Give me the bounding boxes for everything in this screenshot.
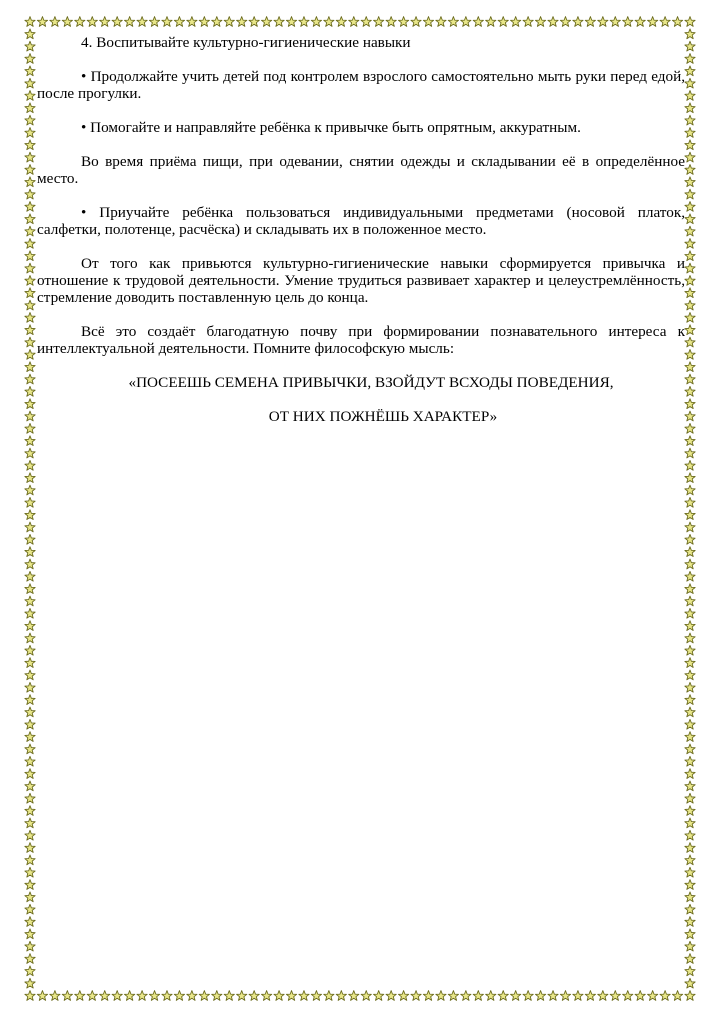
star-icon — [37, 991, 47, 1001]
star-icon — [25, 436, 35, 446]
star-icon — [436, 17, 446, 27]
star-icon — [25, 880, 35, 890]
star-icon — [685, 732, 695, 742]
star-icon — [685, 658, 695, 668]
star-icon — [685, 115, 695, 125]
star-icon — [685, 103, 695, 113]
star-icon — [162, 17, 172, 27]
star-icon — [685, 399, 695, 409]
star-icon — [349, 991, 359, 1001]
star-icon — [685, 386, 695, 396]
star-icon — [685, 473, 695, 483]
star-icon — [685, 559, 695, 569]
star-icon — [100, 17, 110, 27]
star-icon — [25, 682, 35, 692]
paragraph-cognitive-interest: Всё это создаёт благодатную почву при формировании познавательного интереса к интеллектуальной деятельности. Помните философскую мысль: — [37, 323, 685, 357]
star-icon — [199, 17, 209, 27]
star-icon — [585, 991, 595, 1001]
star-icon — [25, 522, 35, 532]
star-icon — [623, 991, 633, 1001]
star-icon — [685, 917, 695, 927]
star-icon — [461, 991, 471, 1001]
star-icon — [685, 645, 695, 655]
star-icon — [598, 991, 608, 1001]
star-icon — [585, 17, 595, 27]
star-icon — [685, 867, 695, 877]
star-icon — [685, 547, 695, 557]
star-icon — [25, 263, 35, 273]
star-icon — [149, 991, 159, 1001]
star-icon — [25, 177, 35, 187]
star-icon — [25, 313, 35, 323]
star-icon — [685, 929, 695, 939]
star-icon — [374, 17, 384, 27]
star-icon — [237, 991, 247, 1001]
star-icon — [25, 510, 35, 520]
star-icon — [685, 78, 695, 88]
star-icon — [685, 855, 695, 865]
star-icon — [685, 263, 695, 273]
star-icon — [25, 165, 35, 175]
star-icon — [25, 485, 35, 495]
star-icon — [685, 633, 695, 643]
star-icon — [685, 880, 695, 890]
star-icon — [237, 17, 247, 27]
star-icon — [311, 991, 321, 1001]
star-icon — [361, 17, 371, 27]
star-icon — [75, 991, 85, 1001]
star-icon — [398, 991, 408, 1001]
paragraph-work-habits: От того как привьются культурно-гигиенические навыки сформируется привычка и отношение к трудовой деятельности. Умение трудиться развивает характер и целеустремлённость, стремление доводить поставленную цель до конца. — [37, 255, 685, 306]
star-icon — [685, 485, 695, 495]
star-icon — [25, 830, 35, 840]
star-icon — [137, 991, 147, 1001]
star-icon — [87, 991, 97, 1001]
star-icon — [685, 29, 695, 39]
star-icon — [535, 991, 545, 1001]
star-icon — [685, 288, 695, 298]
star-icon — [685, 128, 695, 138]
star-icon — [685, 584, 695, 594]
star-icon — [685, 177, 695, 187]
star-icon — [25, 954, 35, 964]
star-icon — [25, 251, 35, 261]
star-icon — [685, 497, 695, 507]
star-icon — [336, 17, 346, 27]
star-icon — [473, 17, 483, 27]
star-icon — [199, 991, 209, 1001]
star-icon — [25, 806, 35, 816]
star-icon — [685, 670, 695, 680]
star-icon — [685, 522, 695, 532]
star-icon — [25, 978, 35, 988]
star-icon — [324, 17, 334, 27]
star-icon — [685, 460, 695, 470]
star-icon — [25, 423, 35, 433]
star-icon — [261, 17, 271, 27]
star-icon — [249, 991, 259, 1001]
star-icon — [25, 288, 35, 298]
star-icon — [25, 892, 35, 902]
star-icon — [685, 510, 695, 520]
paragraph-personal-items: • Приучайте ребёнка пользоваться индивидуальными предметами (носовой платок, салфетки, полотенце, расчёска) и складывать их в положенное место. — [37, 204, 685, 238]
star-icon — [461, 17, 471, 27]
star-icon — [523, 991, 533, 1001]
star-icon — [448, 991, 458, 1001]
star-icon — [25, 41, 35, 51]
star-icon — [685, 707, 695, 717]
star-icon — [87, 17, 97, 27]
star-icon — [25, 362, 35, 372]
star-icon — [25, 152, 35, 162]
star-icon — [685, 325, 695, 335]
star-icon — [299, 17, 309, 27]
star-icon — [274, 17, 284, 27]
star-icon — [25, 386, 35, 396]
star-icon — [25, 17, 35, 27]
star-icon — [299, 991, 309, 1001]
star-icon — [473, 991, 483, 1001]
star-icon — [25, 941, 35, 951]
star-icon — [685, 682, 695, 692]
star-icon — [685, 436, 695, 446]
star-icon — [25, 571, 35, 581]
star-icon — [685, 621, 695, 631]
star-icon — [685, 17, 695, 27]
star-icon — [685, 251, 695, 261]
section-heading: 4. Воспитывайте культурно-гигиенические навыки — [81, 34, 411, 51]
star-icon — [685, 214, 695, 224]
star-icon — [100, 991, 110, 1001]
star-icon — [685, 596, 695, 606]
star-icon — [212, 991, 222, 1001]
star-icon — [685, 300, 695, 310]
star-icon — [672, 17, 682, 27]
star-icon — [187, 991, 197, 1001]
star-icon — [685, 41, 695, 51]
star-icon — [25, 374, 35, 384]
star-icon — [685, 202, 695, 212]
document-body — [37, 34, 685, 442]
star-icon — [261, 991, 271, 1001]
star-icon — [249, 17, 259, 27]
star-icon — [25, 103, 35, 113]
star-icon — [274, 991, 284, 1001]
star-icon — [25, 411, 35, 421]
star-icon — [25, 818, 35, 828]
star-icon — [423, 991, 433, 1001]
star-icon — [685, 226, 695, 236]
star-icon — [25, 732, 35, 742]
star-icon — [174, 17, 184, 27]
star-icon — [560, 991, 570, 1001]
star-icon — [685, 362, 695, 372]
star-icon — [25, 695, 35, 705]
star-icon — [25, 843, 35, 853]
star-icon — [361, 991, 371, 1001]
star-icon — [548, 991, 558, 1001]
star-icon — [685, 571, 695, 581]
star-icon — [685, 165, 695, 175]
star-icon — [212, 17, 222, 27]
star-icon — [685, 719, 695, 729]
star-icon — [25, 78, 35, 88]
star-icon — [112, 17, 122, 27]
paragraph-neatness: • Помогайте и направляйте ребёнка к привычке быть опрятным, аккуратным. — [81, 119, 581, 136]
star-icon — [25, 867, 35, 877]
star-icon — [685, 904, 695, 914]
star-icon — [25, 917, 35, 927]
star-icon — [685, 892, 695, 902]
star-icon — [648, 991, 658, 1001]
star-icon — [685, 966, 695, 976]
star-icon — [685, 152, 695, 162]
star-icon — [324, 991, 334, 1001]
star-icon — [685, 140, 695, 150]
star-icon — [436, 991, 446, 1001]
star-icon — [25, 633, 35, 643]
star-icon — [685, 276, 695, 286]
star-icon — [50, 991, 60, 1001]
star-icon — [685, 818, 695, 828]
star-icon — [25, 756, 35, 766]
star-icon — [685, 337, 695, 347]
star-icon — [486, 991, 496, 1001]
star-icon — [311, 17, 321, 27]
star-icon — [25, 349, 35, 359]
star-icon — [25, 658, 35, 668]
star-icon — [486, 17, 496, 27]
star-icon — [112, 991, 122, 1001]
paragraph-wash-hands: • Продолжайте учить детей под контролем взрослого самостоятельно мыть руки перед едой, после прогулки. — [37, 68, 685, 102]
star-icon — [685, 978, 695, 988]
star-icon — [635, 991, 645, 1001]
star-icon — [25, 226, 35, 236]
star-icon — [25, 214, 35, 224]
star-icon — [349, 17, 359, 27]
star-icon — [124, 17, 134, 27]
star-icon — [685, 374, 695, 384]
star-icon — [25, 904, 35, 914]
star-icon — [25, 534, 35, 544]
star-icon — [25, 325, 35, 335]
star-icon — [25, 855, 35, 865]
star-icon — [25, 670, 35, 680]
star-icon — [386, 17, 396, 27]
star-icon — [25, 991, 35, 1001]
star-icon — [25, 337, 35, 347]
star-icon — [25, 115, 35, 125]
star-icon — [685, 313, 695, 323]
star-icon — [25, 276, 35, 286]
star-icon — [374, 991, 384, 1001]
star-icon — [685, 91, 695, 101]
star-icon — [685, 991, 695, 1001]
star-icon — [523, 17, 533, 27]
star-icon — [336, 991, 346, 1001]
star-icon — [25, 781, 35, 791]
star-icon — [411, 991, 421, 1001]
star-icon — [623, 17, 633, 27]
star-icon — [25, 966, 35, 976]
star-icon — [286, 991, 296, 1001]
star-icon — [25, 769, 35, 779]
star-icon — [685, 744, 695, 754]
star-icon — [25, 608, 35, 618]
star-icon — [25, 202, 35, 212]
star-icon — [411, 17, 421, 27]
star-icon — [149, 17, 159, 27]
star-icon — [174, 991, 184, 1001]
star-icon — [685, 806, 695, 816]
star-icon — [25, 66, 35, 76]
star-icon — [660, 17, 670, 27]
star-icon — [685, 66, 695, 76]
quote-line-2: ОТ НИХ ПОЖНЁШЬ ХАРАКТЕР» — [268, 408, 498, 425]
star-icon — [25, 596, 35, 606]
star-icon — [672, 991, 682, 1001]
star-icon — [25, 399, 35, 409]
star-icon — [548, 17, 558, 27]
star-icon — [423, 17, 433, 27]
star-icon — [386, 991, 396, 1001]
star-icon — [610, 17, 620, 27]
star-icon — [685, 695, 695, 705]
star-icon — [535, 17, 545, 27]
star-icon — [498, 991, 508, 1001]
star-icon — [685, 448, 695, 458]
star-icon — [573, 17, 583, 27]
star-icon — [25, 29, 35, 39]
star-icon — [25, 559, 35, 569]
star-icon — [62, 17, 72, 27]
star-icon — [25, 448, 35, 458]
star-icon — [685, 769, 695, 779]
star-icon — [685, 954, 695, 964]
star-icon — [685, 54, 695, 64]
star-icon — [685, 756, 695, 766]
star-icon — [511, 17, 521, 27]
star-icon — [511, 991, 521, 1001]
star-icon — [25, 473, 35, 483]
star-icon — [685, 608, 695, 618]
star-icon — [685, 781, 695, 791]
star-icon — [137, 17, 147, 27]
star-icon — [610, 991, 620, 1001]
star-icon — [25, 744, 35, 754]
star-icon — [25, 645, 35, 655]
star-icon — [25, 128, 35, 138]
star-icon — [685, 349, 695, 359]
star-icon — [685, 941, 695, 951]
star-icon — [685, 239, 695, 249]
star-icon — [25, 140, 35, 150]
star-icon — [124, 991, 134, 1001]
star-icon — [25, 300, 35, 310]
star-icon — [50, 17, 60, 27]
star-icon — [25, 91, 35, 101]
star-icon — [685, 830, 695, 840]
star-icon — [224, 991, 234, 1001]
star-icon — [37, 17, 47, 27]
star-icon — [25, 189, 35, 199]
star-icon — [25, 793, 35, 803]
star-icon — [286, 17, 296, 27]
star-icon — [398, 17, 408, 27]
star-icon — [62, 991, 72, 1001]
star-icon — [224, 17, 234, 27]
star-icon — [660, 991, 670, 1001]
star-icon — [598, 17, 608, 27]
star-icon — [25, 707, 35, 717]
star-icon — [685, 189, 695, 199]
star-icon — [648, 17, 658, 27]
star-icon — [573, 991, 583, 1001]
star-icon — [635, 17, 645, 27]
star-icon — [498, 17, 508, 27]
star-icon — [25, 584, 35, 594]
star-icon — [685, 411, 695, 421]
star-icon — [75, 17, 85, 27]
star-icon — [25, 929, 35, 939]
star-icon — [25, 719, 35, 729]
paragraph-mealtime: Во время приёма пищи, при одевании, снятии одежды и складывании её в определённое место. — [37, 153, 685, 187]
star-icon — [685, 534, 695, 544]
star-icon — [685, 793, 695, 803]
quote-line-1: «ПОСЕЕШЬ СЕМЕНА ПРИВЫЧКИ, ВЗОЙДУТ ВСХОДЫ ПОВЕДЕНИЯ, — [128, 374, 614, 391]
star-icon — [685, 843, 695, 853]
star-icon — [187, 17, 197, 27]
star-icon — [685, 423, 695, 433]
star-icon — [25, 460, 35, 470]
star-icon — [560, 17, 570, 27]
star-icon — [25, 54, 35, 64]
star-icon — [25, 621, 35, 631]
star-icon — [448, 17, 458, 27]
star-icon — [25, 497, 35, 507]
star-icon — [25, 239, 35, 249]
star-icon — [162, 991, 172, 1001]
star-icon — [25, 547, 35, 557]
